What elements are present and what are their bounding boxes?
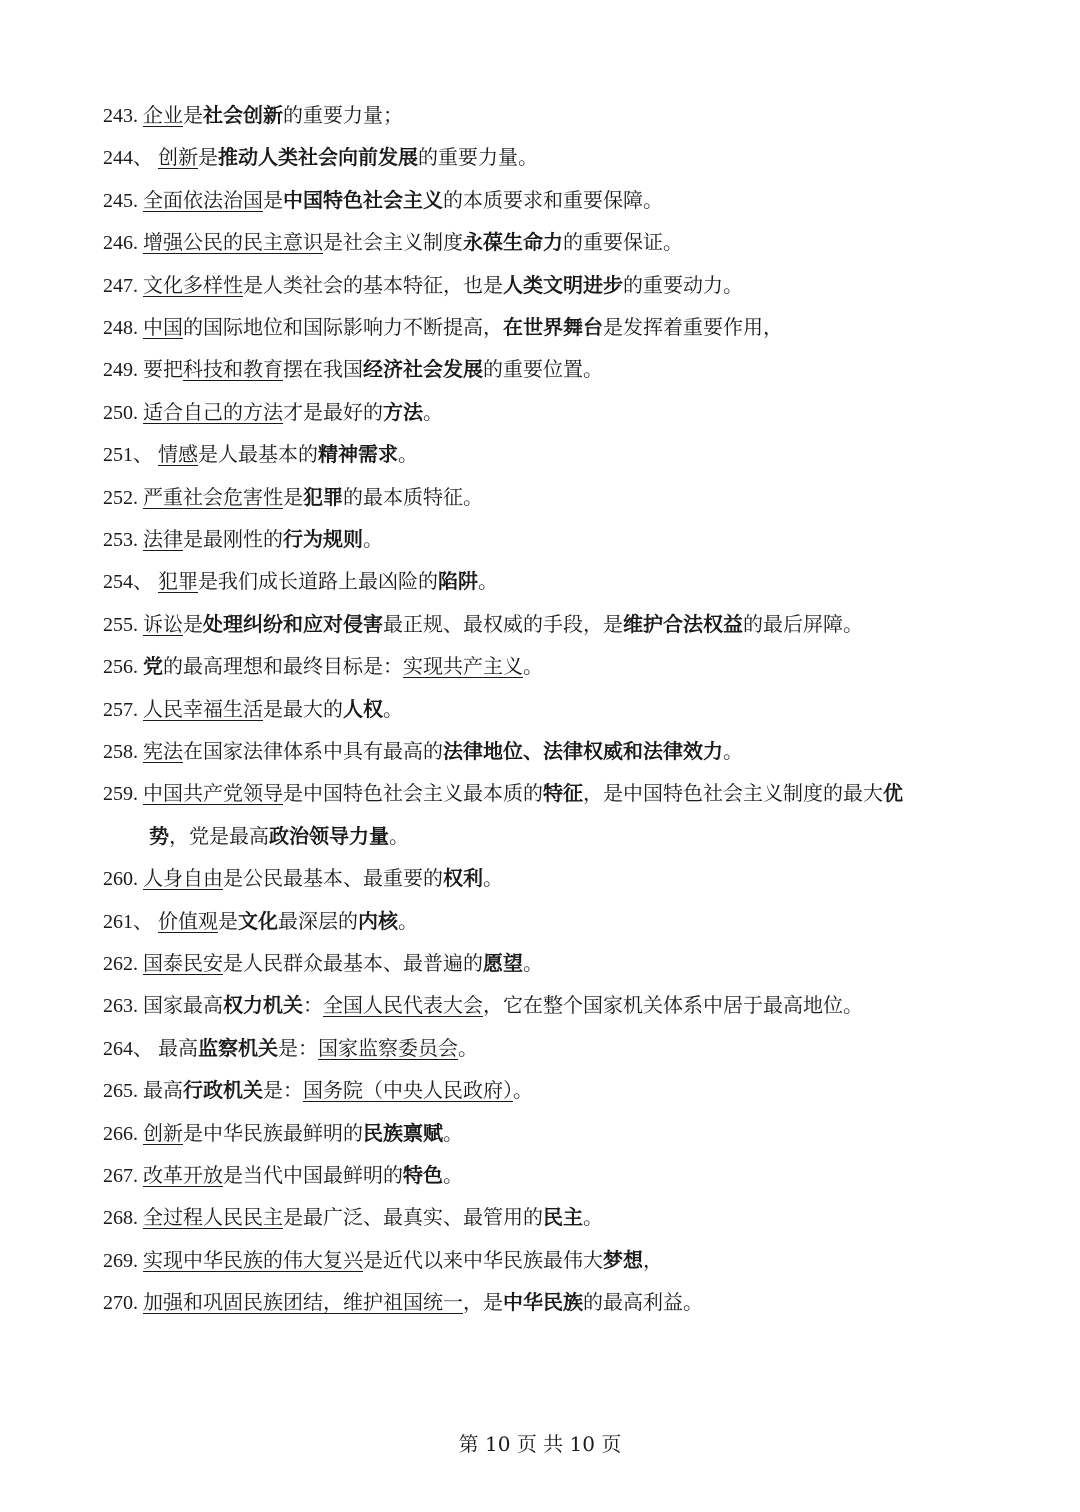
- statement-text: 。: [513, 1078, 533, 1102]
- statement-text: 。: [398, 909, 418, 933]
- statement-text: 是: [198, 145, 218, 169]
- underlined-term: 企业: [143, 103, 183, 127]
- statement-text: 是: [183, 103, 203, 127]
- statement-text: 的最高理想和最终目标是：: [163, 654, 403, 678]
- statement-text: 在国家法律体系中具有最高的: [183, 739, 443, 763]
- statement-text: 最高: [143, 1078, 183, 1102]
- underlined-term: 实现共产主义: [403, 654, 523, 678]
- item-number: 253.: [103, 529, 143, 551]
- statement-text: 的最高利益。: [583, 1290, 703, 1314]
- bold-term: 政治领导力量: [269, 824, 389, 848]
- item-number: 245.: [103, 190, 143, 212]
- underlined-term: 创新: [143, 1121, 183, 1145]
- bold-term: 特色: [403, 1163, 443, 1187]
- statement-text: 。: [458, 1036, 478, 1060]
- statement-text: 的重要位置。: [483, 357, 603, 381]
- underlined-term: 宪法: [143, 739, 183, 763]
- bold-term: 中国特色社会主义: [283, 188, 443, 212]
- list-item: [103, 1121, 993, 1146]
- item-number: 251、: [103, 444, 158, 466]
- statement-text: 。: [423, 400, 443, 424]
- statement-text: 是人最基本的: [198, 442, 318, 466]
- item-number: 256.: [103, 656, 143, 678]
- bold-term: 权利: [443, 866, 483, 890]
- bold-term: 文化: [238, 909, 278, 933]
- list-item: [103, 993, 993, 1018]
- bold-term: 行为规则: [283, 527, 363, 551]
- underlined-term: 犯罪: [158, 569, 198, 593]
- bold-term: 社会创新: [203, 103, 283, 127]
- item-number: 264、: [103, 1038, 158, 1060]
- underlined-term: 文化多样性: [143, 273, 243, 297]
- item-number: 268.: [103, 1207, 143, 1229]
- list-item: [103, 145, 993, 170]
- page-footer: 第 10 页 共 10 页: [458, 1432, 622, 1456]
- underlined-term: 改革开放: [143, 1163, 223, 1187]
- bold-term: 权力机关: [223, 993, 303, 1017]
- underlined-term: 全过程人民民主: [143, 1205, 283, 1229]
- item-number: 244、: [103, 147, 158, 169]
- bold-term: 愿望: [483, 951, 523, 975]
- item-number: 243.: [103, 105, 143, 127]
- statement-text: 的最本质特征。: [343, 485, 483, 509]
- underlined-term: 中国共产党领导: [143, 781, 283, 805]
- bold-term: 行政机关: [183, 1078, 263, 1102]
- list-item: [103, 273, 993, 298]
- bold-term: 陷阱: [438, 569, 478, 593]
- item-number: 247.: [103, 275, 143, 297]
- item-number: 252.: [103, 487, 143, 509]
- statement-text: ，是: [463, 1290, 503, 1314]
- bold-term: 在世界舞台: [503, 315, 603, 339]
- item-number: 263.: [103, 995, 143, 1017]
- statement-text: 。: [383, 697, 403, 721]
- list-item: [103, 612, 993, 637]
- statement-text: 国家最高: [143, 993, 223, 1017]
- item-number: 260.: [103, 868, 143, 890]
- bold-term: 方法: [383, 400, 423, 424]
- statement-text: 是我们成长道路上最凶险的: [198, 569, 438, 593]
- list-item: [103, 1248, 993, 1273]
- statement-text: 。: [483, 866, 503, 890]
- list-item: [103, 1290, 993, 1315]
- list-item: [103, 485, 993, 510]
- statement-text: 最深层的: [278, 909, 358, 933]
- statement-text: 是人民群众最基本、最普遍的: [223, 951, 483, 975]
- item-number: 257.: [103, 699, 143, 721]
- list-item: [103, 357, 993, 382]
- statement-text: 。: [523, 654, 543, 678]
- underlined-term: 诉讼: [143, 612, 183, 636]
- bold-term: 民主: [543, 1205, 583, 1229]
- bold-term: 民族禀赋: [363, 1121, 443, 1145]
- list-item: [103, 697, 993, 722]
- underlined-term: 人民幸福生活: [143, 697, 263, 721]
- statement-text: 。: [363, 527, 383, 551]
- item-number: 262.: [103, 953, 143, 975]
- item-number: 246.: [103, 232, 143, 254]
- list-item: [103, 569, 993, 594]
- statement-text: 。: [478, 569, 498, 593]
- item-number: 250.: [103, 402, 143, 424]
- bold-term: 人类文明进步: [503, 273, 623, 297]
- statement-text: ，它在整个国家机关体系中居于最高地位。: [483, 993, 863, 1017]
- underlined-term: 情感: [158, 442, 198, 466]
- bold-term: 法律地位、法律权威和法律效力: [443, 739, 723, 763]
- statement-text: 。: [389, 824, 409, 848]
- statement-text: 是: [283, 485, 303, 509]
- statement-text: 是：: [263, 1078, 303, 1102]
- bold-term: 永葆生命力: [463, 230, 563, 254]
- item-number: 261、: [103, 911, 158, 933]
- underlined-term: 增强公民的民主意识: [143, 230, 323, 254]
- statement-text: 要把: [143, 357, 183, 381]
- list-item: [103, 1078, 993, 1103]
- item-number: 258.: [103, 741, 143, 763]
- list-item: [103, 230, 993, 255]
- underlined-term: 创新: [158, 145, 198, 169]
- statement-text: 的国际地位和国际影响力不断提高，: [183, 315, 503, 339]
- item-continuation-line: [103, 824, 993, 848]
- underlined-term: 科技和教育: [183, 357, 283, 381]
- bold-term: 推动人类社会向前发展: [218, 145, 418, 169]
- item-number: 259.: [103, 783, 143, 805]
- statement-text: 的重要保证。: [563, 230, 683, 254]
- list-item: [103, 527, 993, 552]
- bold-term: 特征: [543, 781, 583, 805]
- list-item: [103, 781, 993, 848]
- bold-term: 监察机关: [198, 1036, 278, 1060]
- item-number: 266.: [103, 1123, 143, 1145]
- statement-text: 才是最好的: [283, 400, 383, 424]
- bold-term: 处理纠纷和应对侵害: [203, 612, 383, 636]
- bold-term: 维护合法权益: [623, 612, 743, 636]
- bold-term: 犯罪: [303, 485, 343, 509]
- list-item: [103, 654, 993, 679]
- underlined-term: 实现中华民族的伟大复兴: [143, 1248, 363, 1272]
- underlined-term: 价值观: [158, 909, 218, 933]
- statement-text: 是社会主义制度: [323, 230, 463, 254]
- statement-text: 的最后屏障。: [743, 612, 863, 636]
- underlined-term: 国泰民安: [143, 951, 223, 975]
- underlined-term: 全国人民代表大会: [323, 993, 483, 1017]
- list-item: [103, 866, 993, 891]
- list-item: [103, 442, 993, 467]
- statement-text: ，党是最高: [169, 824, 269, 848]
- statement-text: 是近代以来中华民族最伟大: [363, 1248, 603, 1272]
- underlined-term: 严重社会危害性: [143, 485, 283, 509]
- statement-text: 最高: [158, 1036, 198, 1060]
- item-number: 254、: [103, 571, 158, 593]
- underlined-term: 国务院（中央人民政府）: [303, 1078, 513, 1102]
- statement-text: 是当代中国最鲜明的: [223, 1163, 403, 1187]
- item-number: 255.: [103, 614, 143, 636]
- bold-term: 势: [149, 824, 169, 848]
- statement-text: 的重要力量。: [418, 145, 538, 169]
- underlined-term: 中国: [143, 315, 183, 339]
- underlined-term: 国家监察委员会: [318, 1036, 458, 1060]
- underlined-term: 适合自己的方法: [143, 400, 283, 424]
- bold-term: 梦想: [603, 1248, 643, 1272]
- list-item: [103, 1163, 993, 1188]
- statement-text: 摆在我国: [283, 357, 363, 381]
- statement-text: ，: [643, 1248, 663, 1272]
- statement-text: ，是中国特色社会主义制度的最大: [583, 781, 883, 805]
- list-item: [103, 400, 993, 425]
- statement-text: 是: [218, 909, 238, 933]
- bold-term: 经济社会发展: [363, 357, 483, 381]
- statement-text: 是公民最基本、最重要的: [223, 866, 443, 890]
- statement-text: 是：: [278, 1036, 318, 1060]
- underlined-term: 人身自由: [143, 866, 223, 890]
- statement-text: 。: [443, 1163, 463, 1187]
- list-item: [103, 739, 993, 764]
- statement-text: 的本质要求和重要保障。: [443, 188, 663, 212]
- statement-text: 是最广泛、最真实、最管用的: [283, 1205, 543, 1229]
- list-item: [103, 909, 993, 934]
- statement-text: 。: [398, 442, 418, 466]
- item-number: 265.: [103, 1080, 143, 1102]
- statement-text: 是最刚性的: [183, 527, 283, 551]
- statement-text: 。: [583, 1205, 603, 1229]
- statement-text: 。: [523, 951, 543, 975]
- statement-text: 是: [263, 188, 283, 212]
- statement-text: 。: [443, 1121, 463, 1145]
- underlined-term: 加强和巩固民族团结，维护祖国统一: [143, 1290, 463, 1314]
- statement-text: ：: [303, 993, 323, 1017]
- bold-term: 人权: [343, 697, 383, 721]
- list-item: [103, 1205, 993, 1230]
- bold-term: 内核: [358, 909, 398, 933]
- list-item: [103, 951, 993, 976]
- list-item: [103, 1036, 993, 1061]
- bold-term: 党: [143, 654, 163, 678]
- item-number: 267.: [103, 1165, 143, 1187]
- statement-text: 是: [183, 612, 203, 636]
- statement-text: 是最大的: [263, 697, 343, 721]
- item-number: 270.: [103, 1292, 143, 1314]
- statement-text: 的重要动力。: [623, 273, 743, 297]
- statement-text: 是中国特色社会主义最本质的: [283, 781, 543, 805]
- list-item: [103, 315, 993, 340]
- bold-term: 优: [883, 781, 903, 805]
- statement-text: 的重要力量；: [283, 103, 403, 127]
- statement-text: 是人类社会的基本特征，也是: [243, 273, 503, 297]
- item-number: 269.: [103, 1250, 143, 1272]
- item-number: 249.: [103, 359, 143, 381]
- underlined-term: 全面依法治国: [143, 188, 263, 212]
- statement-text: 是中华民族最鲜明的: [183, 1121, 363, 1145]
- item-number: 248.: [103, 317, 143, 339]
- statement-text: 是发挥着重要作用，: [603, 315, 783, 339]
- statement-text: 最正规、最权威的手段，是: [383, 612, 623, 636]
- list-item: [103, 103, 993, 128]
- statement-text: 。: [723, 739, 743, 763]
- underlined-term: 法律: [143, 527, 183, 551]
- list-item: [103, 188, 993, 213]
- bold-term: 中华民族: [503, 1290, 583, 1314]
- bold-term: 精神需求: [318, 442, 398, 466]
